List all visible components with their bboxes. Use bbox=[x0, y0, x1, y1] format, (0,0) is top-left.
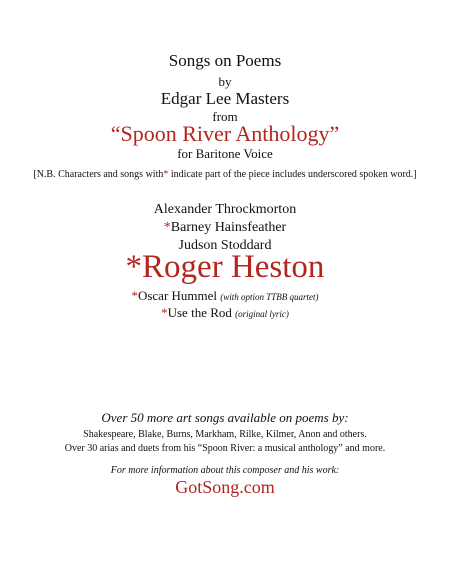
promo-heading: Over 50 more art songs available on poems by: bbox=[101, 410, 349, 425]
promo-arias-line: Over 30 arias and duets from his “Spoon River: a musical anthology” and more. bbox=[64, 443, 386, 454]
song-note: (original lyric) bbox=[235, 309, 289, 319]
song-title bbox=[0, 289, 450, 302]
collection-title: Songs on Poems bbox=[168, 51, 282, 70]
info-line: For more information about this composer and his work: bbox=[110, 465, 340, 476]
from-label: from bbox=[212, 109, 238, 124]
spoken-word-note bbox=[0, 170, 450, 180]
promo-poets-line: Shakespeare, Blake, Burns, Markham, Rilke, Kilmer, Anon and others. bbox=[83, 429, 367, 440]
song-star: * bbox=[131, 288, 138, 303]
poet-name: Edgar Lee Masters bbox=[160, 89, 290, 108]
note-text-before: [N.B. Characters and songs with bbox=[33, 169, 164, 180]
song-name: *Roger Heston bbox=[125, 249, 325, 285]
song-name: Judson Stoddard bbox=[178, 238, 272, 253]
song-title bbox=[0, 221, 450, 235]
source-work-title: “Spoon River Anthology” bbox=[110, 121, 340, 146]
song-name: Alexander Throckmorton bbox=[153, 202, 297, 217]
by-label: by bbox=[218, 74, 232, 89]
song-star: * bbox=[161, 305, 168, 320]
song-name: Barney Hainsfeather bbox=[170, 220, 287, 235]
note-star: * bbox=[163, 169, 169, 180]
song-note: (with option TTBB quartet) bbox=[220, 292, 319, 302]
featured-song-title bbox=[0, 251, 450, 284]
song-name: Use the Rod bbox=[167, 305, 232, 320]
song-name: Oscar Hummel bbox=[137, 288, 218, 303]
song-title bbox=[0, 306, 450, 319]
song-title bbox=[0, 203, 450, 217]
note-text-after: indicate part of the piece includes underscored spoken word.] bbox=[168, 169, 417, 180]
song-star: * bbox=[163, 220, 171, 235]
voice-type: for Baritone Voice bbox=[177, 146, 273, 161]
website-link[interactable]: GotSong.com bbox=[175, 477, 275, 497]
